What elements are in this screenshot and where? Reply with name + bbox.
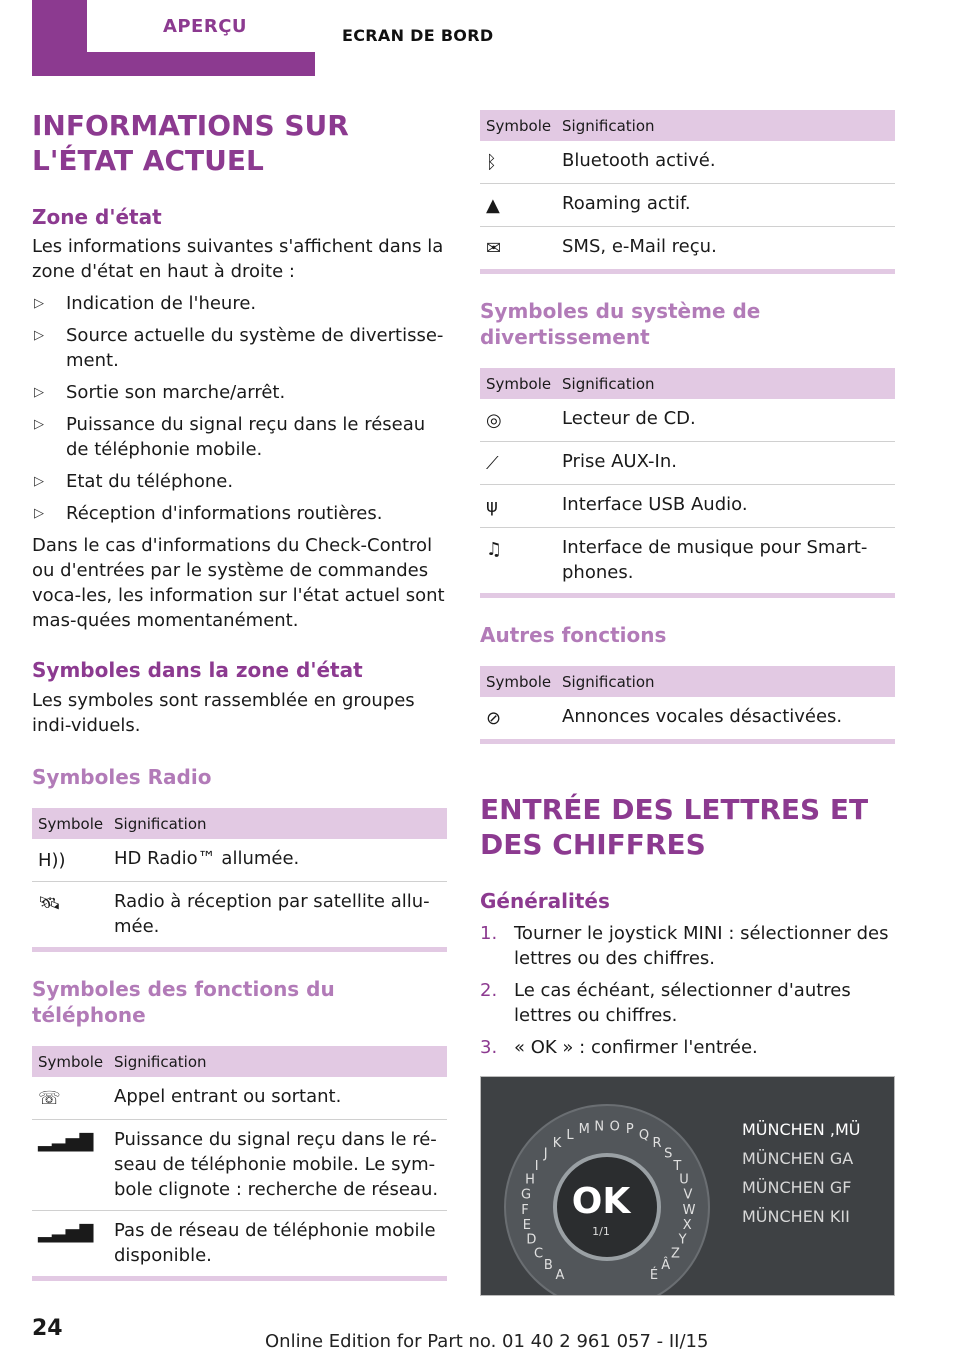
column-header: Symbole (32, 808, 108, 839)
dial-letter[interactable]: F (521, 1202, 529, 1218)
header-tab-bar (32, 0, 315, 76)
table-row (480, 184, 895, 227)
dial-letter[interactable]: E (522, 1218, 531, 1234)
column-header: Symbole (480, 368, 556, 399)
zone-item: ▷ Indication de l'heure. (32, 291, 447, 316)
cd-icon: ◎ (486, 410, 502, 431)
step-number: 1. (480, 923, 498, 944)
zone-item: ▷ Puissance du signal reçu dans le réseau de téléphonie mobile. (32, 412, 447, 462)
zone-intro: Les informations suivantes s'affichent dans la zone d'état en haut à droite : (32, 236, 444, 282)
other-functions-table (480, 666, 895, 739)
table-row (32, 839, 447, 882)
satellite-radio-icon: 🛰 (38, 893, 61, 914)
dial-letter[interactable]: U (679, 1172, 689, 1188)
page-number: 24 (32, 1316, 63, 1341)
dial-letter[interactable]: Y (678, 1232, 687, 1248)
edition-note: Online Edition for Part no. 01 40 2 961 057 - II/15 (265, 1331, 709, 1352)
symbol-meaning: Annonces vocales désactivées. (562, 706, 843, 727)
zone-item: ▷ Sortie son marche/arrêt. (32, 380, 447, 405)
dial-letter[interactable]: Â (661, 1258, 671, 1274)
column-header: Signification (556, 368, 895, 399)
symbol-meaning: Appel entrant ou sortant. (108, 1077, 447, 1120)
step-item (480, 921, 895, 971)
zone-item: ▷ Réception d'informations routières. (32, 501, 447, 526)
suggestion-item[interactable]: MÜNCHEN GF (742, 1178, 852, 1197)
step-number: 2. (480, 980, 498, 1001)
column-header: Symbole (480, 666, 556, 697)
symbols-heading: Symboles dans la zone d'état (32, 658, 363, 682)
column-header: Signification (556, 666, 895, 697)
phone-heading: Symboles des fonctions du téléphone (32, 977, 335, 1027)
table-divider (480, 739, 895, 744)
zone-item: ▷ Source actuelle du système de divertisse‐ment. (32, 323, 447, 373)
other-functions-heading: Autres fonctions (480, 623, 667, 647)
entertainment-heading: Symboles du système de divertissement (480, 299, 761, 349)
controller-screen (480, 1076, 895, 1296)
table-row (32, 1077, 447, 1120)
hd-radio-icon: H)) (38, 850, 66, 871)
symbol-meaning: Interface de musique pour Smart‐phones. (562, 537, 868, 583)
suggestion-item[interactable]: MÜNCHEN ,MÜ (742, 1120, 861, 1139)
dial-letter[interactable]: Q (638, 1127, 650, 1143)
dial-letter[interactable]: K (552, 1136, 562, 1151)
table-row (32, 1211, 447, 1277)
step-text: « OK » : confirmer l'entrée. (514, 1037, 758, 1058)
voice-off-icon: ⊘ (486, 708, 502, 729)
suggestion-item[interactable]: MÜNCHEN KII (742, 1207, 850, 1226)
symbol-meaning: Pas de réseau de téléphonie mobile disponible. (114, 1220, 436, 1266)
zone-note: Dans le cas d'informations du Check-Control ou d'entrées par le système de commandes voca‐les, les information sur l'état actuel sont mas‐quées momentanément. (32, 535, 445, 631)
section-title-entry: ENTRÉE DES LETTRES ET DES CHIFFRES (480, 793, 869, 861)
step-text: Tourner le joystick MINI : sélectionner des lettres ou des chiffres. (514, 923, 889, 969)
symbol-meaning: Radio à réception par satellite allu‐mée. (114, 891, 430, 937)
table-divider (480, 593, 895, 598)
suggestion-list (742, 1115, 860, 1231)
dial-letter[interactable]: C (534, 1246, 544, 1262)
dial-letter[interactable]: M (578, 1122, 590, 1138)
dial-letter[interactable]: S (664, 1146, 673, 1162)
radio-heading: Symboles Radio (32, 765, 212, 789)
no-network-icon: ▂▃▅▇ (38, 1222, 94, 1243)
dial-letter[interactable]: X (682, 1218, 692, 1234)
dial-letter[interactable]: O (609, 1119, 620, 1135)
symbol-meaning: SMS, e-Mail reçu. (562, 236, 717, 257)
roaming-icon: ▲ (486, 195, 500, 216)
dial-letter[interactable]: L (566, 1127, 574, 1143)
table-divider (32, 947, 447, 952)
section-title-status: INFORMATIONS SUR L'ÉTAT ACTUEL (32, 109, 349, 177)
table-divider (32, 1276, 447, 1281)
step-list (480, 921, 895, 1060)
usb-icon: ψ (486, 496, 498, 517)
symbol-meaning: HD Radio™ allumée. (108, 839, 447, 882)
phone-symbol-table (32, 1046, 447, 1276)
dial-letter[interactable]: I (534, 1158, 539, 1174)
general-heading: Généralités (480, 889, 610, 913)
tab-ecran-de-bord[interactable]: ECRAN DE BORD (342, 26, 494, 45)
dial-letter[interactable]: A (555, 1268, 565, 1284)
step-item (480, 978, 895, 1028)
dial-letter[interactable]: R (652, 1136, 662, 1151)
symbol-meaning: Bluetooth activé. (556, 141, 895, 184)
smartphone-music-icon: ♫ (486, 539, 503, 560)
table-row (480, 442, 895, 485)
column-header: Signification (108, 808, 447, 839)
symbol-meaning: Prise AUX-In. (556, 442, 895, 485)
dial-letter[interactable]: G (521, 1187, 532, 1203)
entertainment-symbol-table (480, 368, 895, 593)
column-header: Symbole (480, 110, 556, 141)
step-number: 3. (480, 1037, 498, 1058)
column-header: Symbole (32, 1046, 108, 1077)
zone-item-list (32, 291, 447, 526)
table-row (480, 399, 895, 442)
dial-letter[interactable]: H (525, 1172, 535, 1188)
symbol-meaning: Lecteur de CD. (556, 399, 895, 442)
ok-button[interactable]: OK (571, 1181, 631, 1222)
step-text: Le cas échéant, sélectionner d'autres lettres ou chiffres. (514, 980, 851, 1026)
table-row (480, 485, 895, 528)
page-indicator: 1/1 (592, 1225, 610, 1238)
table-row (480, 697, 895, 739)
left-column (32, 108, 447, 1281)
table-row (32, 1120, 447, 1211)
dial-letter[interactable]: V (683, 1187, 693, 1203)
table-row (480, 227, 895, 270)
zone-heading: Zone d'état (32, 205, 162, 229)
table-row (480, 141, 895, 184)
table-row (32, 882, 447, 948)
tab-apercu[interactable]: APERÇU (87, 0, 323, 52)
signal-strength-icon: ▂▃▅▇ (38, 1131, 94, 1152)
table-row (480, 528, 895, 594)
dial-letter[interactable]: D (526, 1232, 537, 1248)
zone-item: ▷ Etat du téléphone. (32, 469, 447, 494)
dial-letter[interactable]: Z (670, 1246, 680, 1262)
symbols-intro: Les symboles sont rassemblée en groupes indi‐viduels. (32, 690, 415, 736)
dial-letter[interactable]: J (543, 1146, 548, 1162)
aux-in-icon: ⟋ (486, 453, 499, 474)
dial-letter[interactable]: T (673, 1158, 682, 1174)
symbol-meaning: Puissance du signal reçu dans le ré‐seau de téléphonie mobile. Le sym‐bole clignote : recherche de réseau. (108, 1120, 447, 1211)
message-icon: ✉ (486, 238, 502, 259)
column-header: Signification (556, 110, 895, 141)
dial-letter[interactable]: W (682, 1202, 696, 1218)
phone-call-icon: ☏ (38, 1088, 61, 1109)
symbol-meaning: Interface USB Audio. (556, 485, 895, 528)
radio-symbol-table (32, 808, 447, 947)
dial-letter[interactable]: B (543, 1258, 553, 1274)
bluetooth-icon: ᛒ (486, 152, 497, 173)
dial-letter[interactable]: N (594, 1119, 605, 1135)
phone-symbol-table-continued (480, 110, 895, 269)
table-divider (480, 269, 895, 274)
symbol-meaning: Roaming actif. (556, 184, 895, 227)
dial-letter[interactable]: P (625, 1122, 634, 1138)
right-column (480, 108, 895, 1296)
dial-letter[interactable]: É (649, 1268, 659, 1284)
step-item (480, 1035, 895, 1060)
suggestion-item[interactable]: MÜNCHEN GA (742, 1149, 854, 1168)
column-header: Signification (108, 1046, 447, 1077)
